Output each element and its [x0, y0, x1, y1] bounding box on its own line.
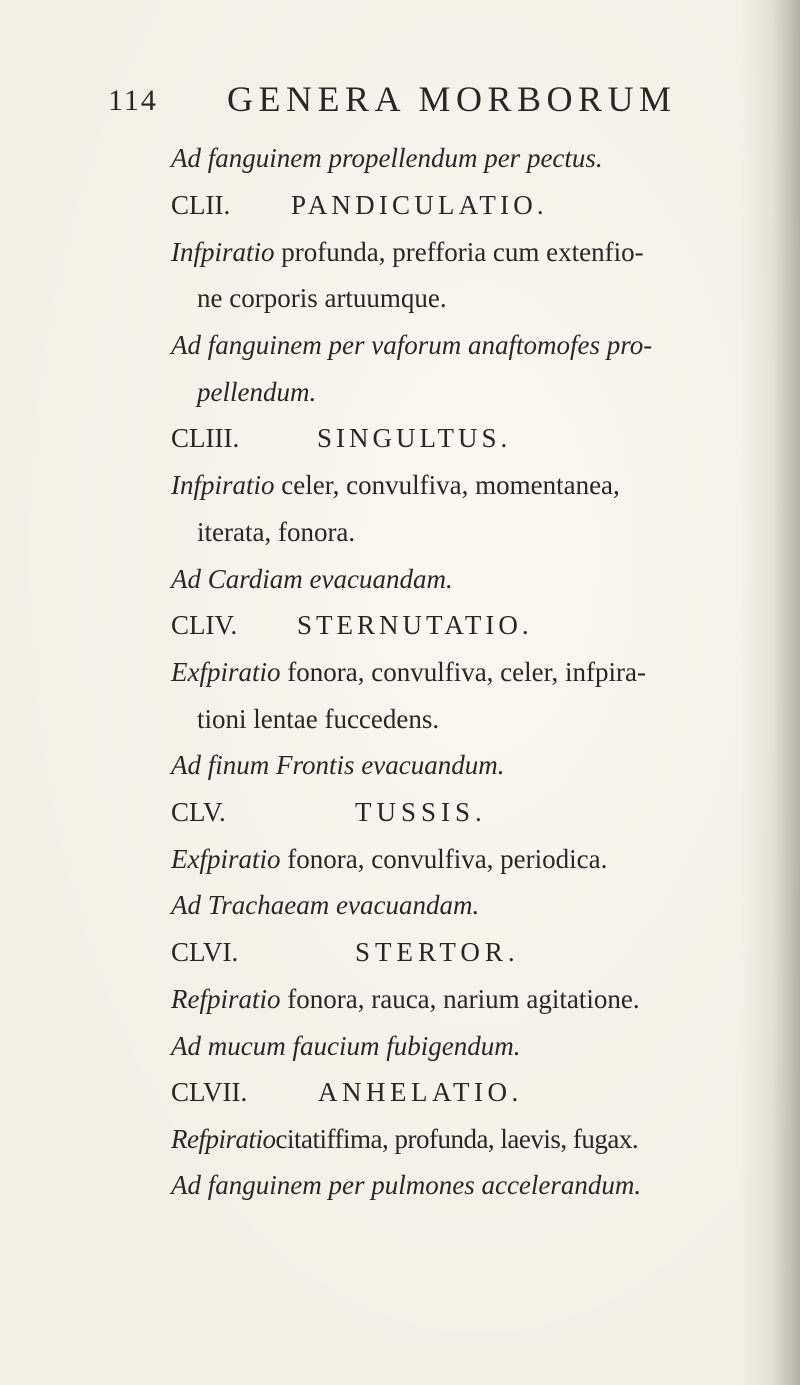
definition-term: Exfpiratio — [171, 844, 281, 874]
definition-line — [171, 842, 607, 876]
definition-text: fonora, convulfiva, celer, infpira- — [280, 657, 647, 687]
definition-text: celer, convulfiva, momentanea, — [274, 470, 620, 500]
definition-line — [171, 468, 620, 502]
definition-line — [171, 655, 646, 689]
remedy-line: Ad fanguinem per vaforum anaftomofes pro- — [171, 330, 653, 360]
definition-term: Exfpiratio — [171, 657, 281, 687]
section-title: ANHELATIO. — [318, 1077, 523, 1107]
section-title: SINGULTUS. — [317, 423, 512, 453]
definition-continuation: iterata, fonora. — [197, 517, 356, 547]
section-number: CLVII. — [171, 1077, 248, 1107]
definition-term: Refpiratio — [171, 1124, 276, 1154]
definition-term: Infpiratio — [171, 470, 275, 500]
section-number: CLV. — [171, 797, 226, 827]
definition-line — [171, 235, 644, 269]
page-edge-shadow — [740, 0, 800, 1385]
remedy-line: Ad fanguinem propellendum per pectus. — [171, 143, 603, 173]
remedy-line: Ad Trachaeam evacuandam. — [171, 890, 480, 920]
section-title: PANDICULATIO. — [291, 190, 548, 220]
definition-text: citatiffima, profunda, laevis, fugax. — [275, 1124, 639, 1154]
remedy-line: Ad mucum faucium fubigendum. — [171, 1031, 521, 1061]
page-header — [108, 78, 748, 128]
page-number: 114 — [108, 84, 158, 117]
definition-continuation: ne corporis artuumque. — [197, 283, 447, 313]
definition-line — [171, 982, 640, 1016]
definition-line — [171, 1122, 638, 1156]
definition-continuation: tioni lentae fuccedens. — [197, 704, 440, 734]
section-number: CLII. — [171, 190, 231, 220]
running-title: GENERA MORBORUM — [227, 79, 677, 119]
definition-term: Infpiratio — [171, 237, 275, 267]
remedy-line: Ad Cardiam evacuandam. — [171, 564, 453, 594]
section-title: STERTOR. — [355, 937, 520, 967]
section-number: CLIII. — [171, 423, 240, 453]
definition-text: profunda, prefforia cum extenfio- — [274, 237, 644, 267]
remedy-continuation: pellendum. — [197, 377, 317, 407]
remedy-line: Ad fanguinem per pulmones accelerandum. — [171, 1170, 642, 1200]
definition-text: fonora, rauca, narium agitatione. — [280, 984, 640, 1014]
section-title: STERNUTATIO. — [297, 610, 533, 640]
remedy-line: Ad finum Frontis evacuandum. — [171, 750, 505, 780]
section-number: CLVI. — [171, 937, 239, 967]
section-title: TUSSIS. — [355, 797, 487, 827]
definition-term: Refpiratio — [171, 984, 281, 1014]
definition-text: fonora, convulfiva, periodica. — [280, 844, 608, 874]
section-number: CLIV. — [171, 610, 238, 640]
